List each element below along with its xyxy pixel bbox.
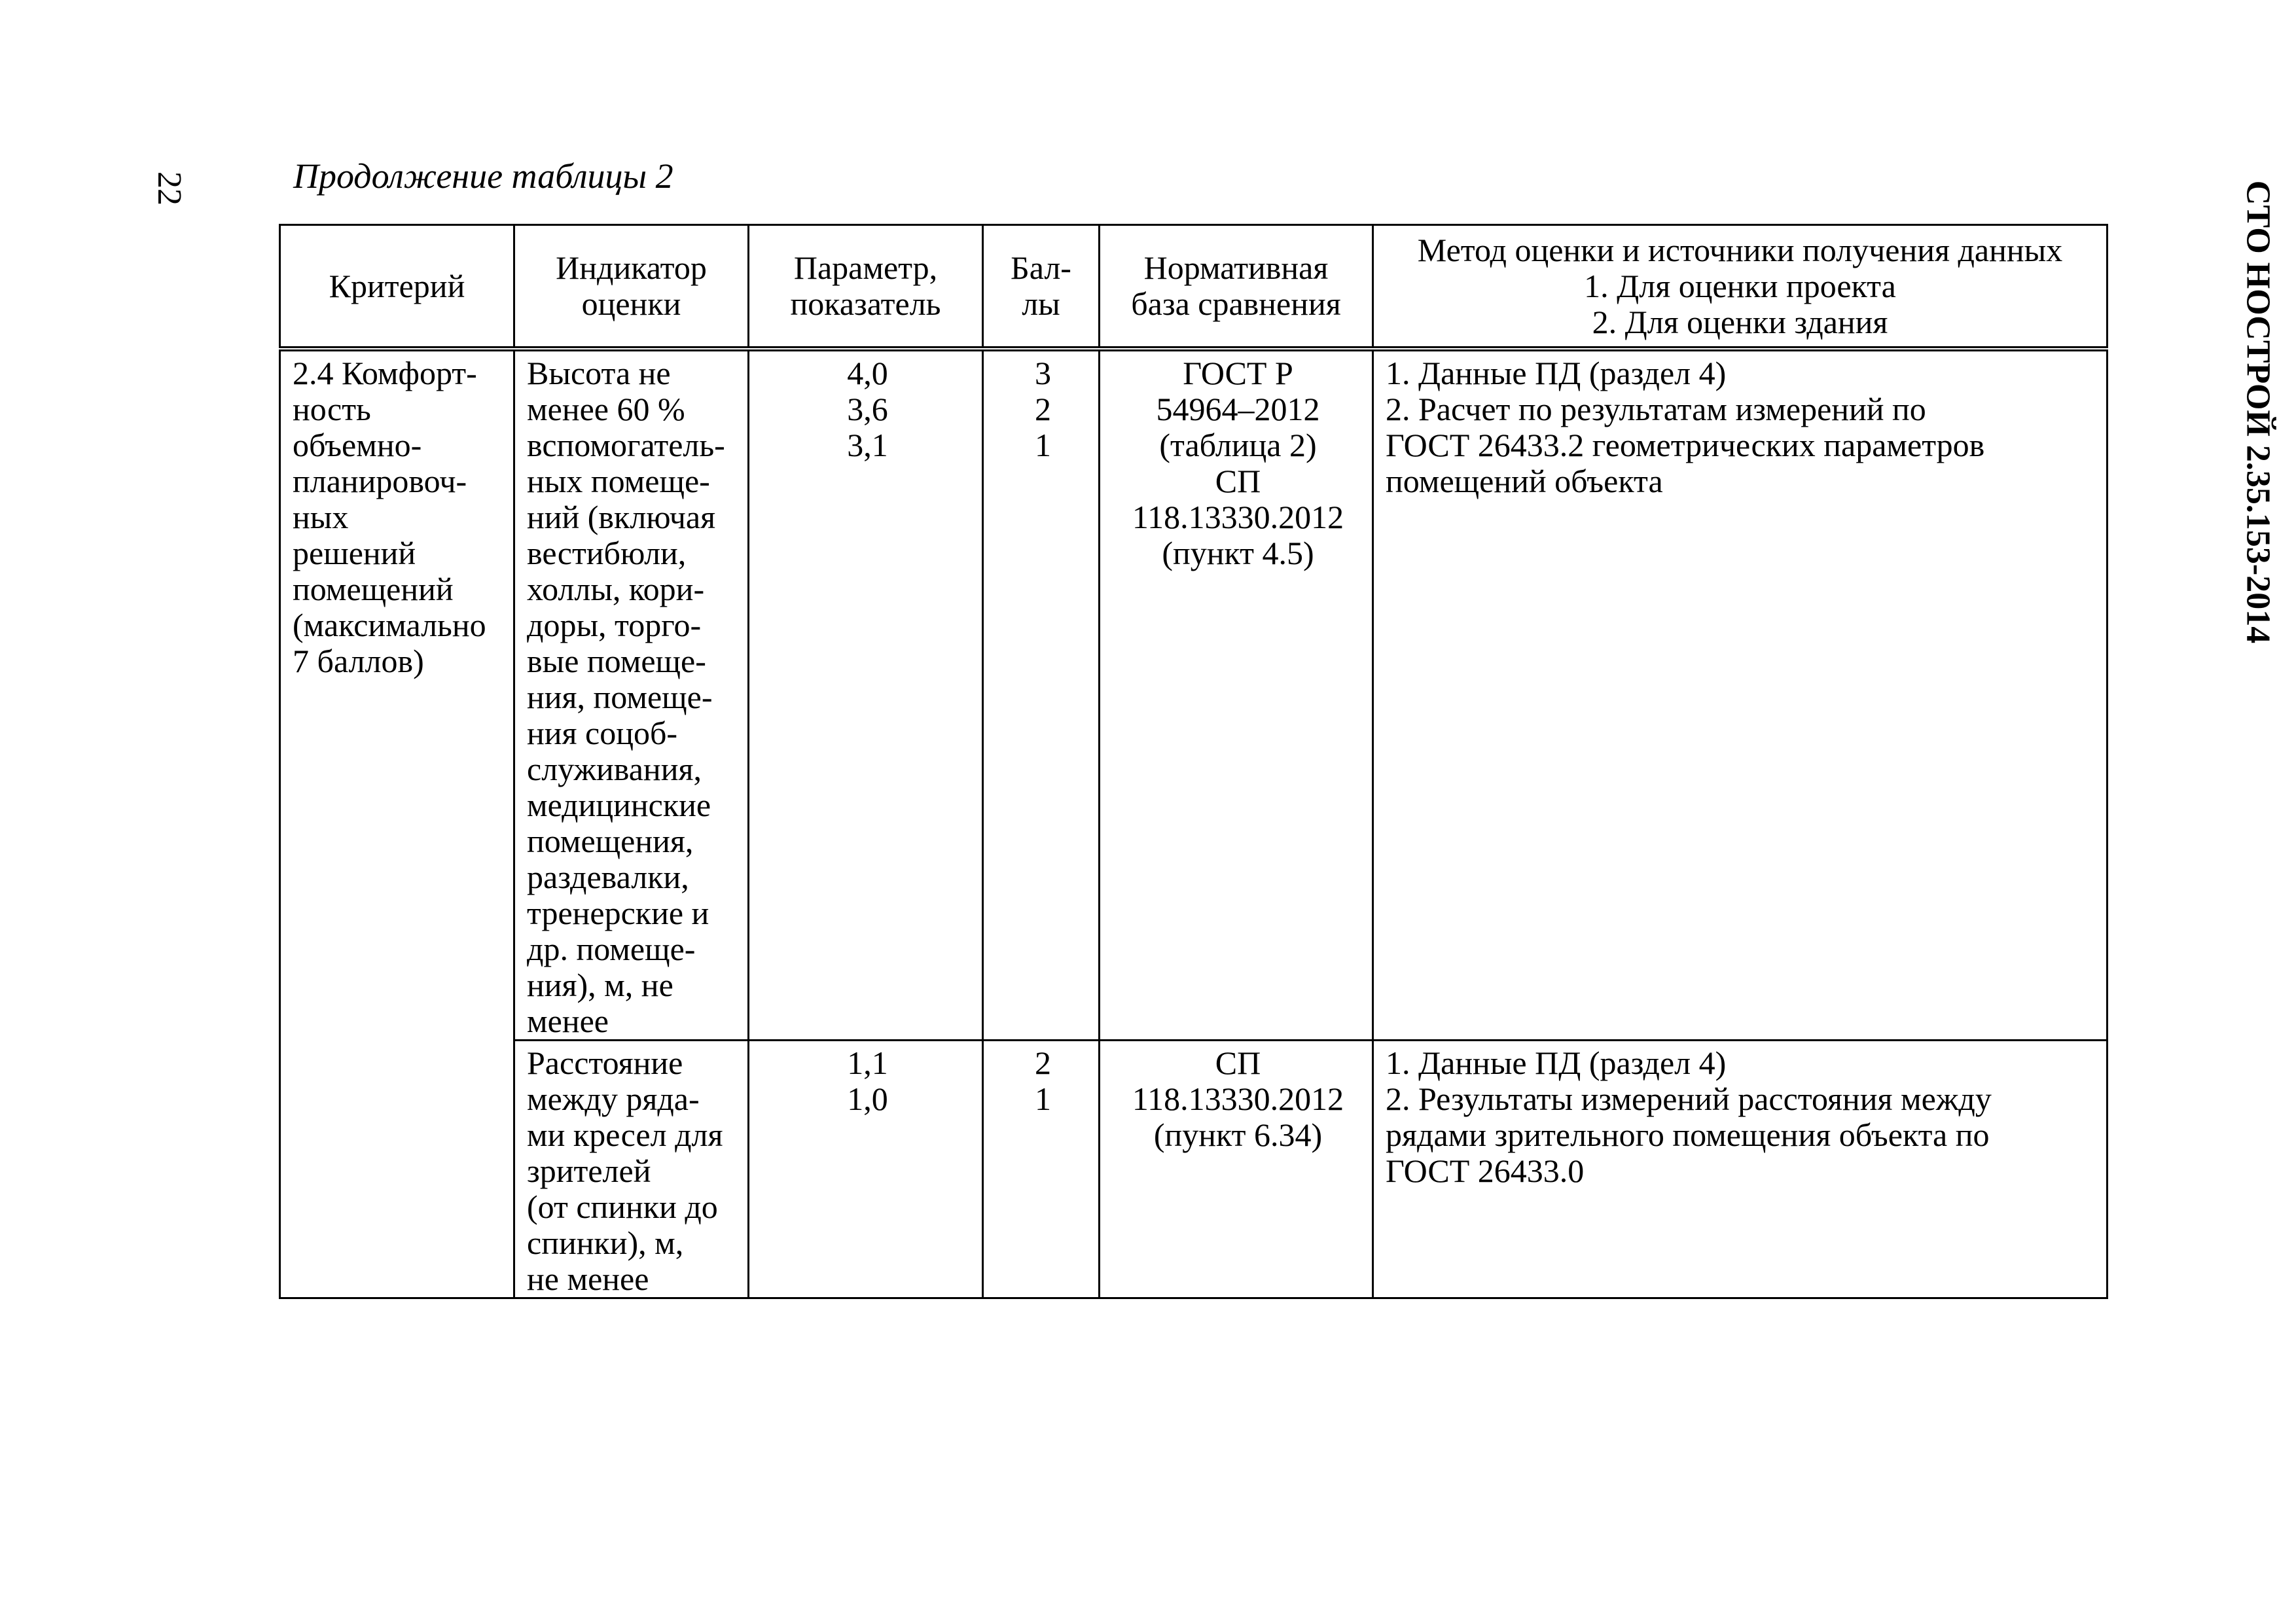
- method-cell: 1. Данные ПД (раздел 4) 2. Расчет по результатам измерений по ГОСТ 26433.2 геометрических параметров помещений объекта: [1373, 349, 2108, 1041]
- document-code: СТО НОСТРОЙ 2.35.153-2014: [2239, 180, 2277, 644]
- parameter-cell: 4,0 3,6 3,1: [749, 349, 983, 1041]
- page-number: 22: [151, 171, 188, 205]
- header-points: Бал- лы: [983, 225, 1100, 349]
- indicator-cell: Высота не менее 60 % вспомогатель- ных помеще- ний (включая вестибюли, холлы, кори- доры, торго- вые помеще- ния, помеще- ния соцоб- служивания, медицинские помещения, раздевалки, тренерские и др. помеще- ния), м, не менее: [514, 349, 749, 1041]
- criteria-table: [279, 224, 2108, 1299]
- header-method: Метод оценки и источники получения данных 1. Для оценки проекта 2. Для оценки здания: [1373, 225, 2108, 349]
- method-cell: 1. Данные ПД (раздел 4) 2. Результаты измерений расстояния между рядами зрительного помещения объекта по ГОСТ 26433.0: [1373, 1041, 2108, 1298]
- header-normative: Нормативная база сравнения: [1100, 225, 1373, 349]
- table-row: [280, 349, 2108, 1041]
- parameter-cell: 1,1 1,0: [749, 1041, 983, 1298]
- header-criterion: Критерий: [280, 225, 514, 349]
- table-row: [280, 1041, 2108, 1298]
- table-header-row: [280, 225, 2108, 349]
- header-indicator: Индикатор оценки: [514, 225, 749, 349]
- normative-cell: ГОСТ Р 54964–2012 (таблица 2) СП 118.13330.2012 (пункт 4.5): [1100, 349, 1373, 1041]
- points-cell: 3 2 1: [983, 349, 1100, 1041]
- table-caption: Продолжение таблицы 2: [293, 156, 673, 196]
- header-parameter: Параметр, показатель: [749, 225, 983, 349]
- criterion-cell: 2.4 Комфорт- ность объемно- планировоч- ных решений помещений (максимально 7 баллов): [280, 349, 514, 1298]
- normative-cell: СП 118.13330.2012 (пункт 6.34): [1100, 1041, 1373, 1298]
- points-cell: 2 1: [983, 1041, 1100, 1298]
- indicator-cell: Расстояние между ряда- ми кресел для зрителей (от спинки до спинки), м, не менее: [514, 1041, 749, 1298]
